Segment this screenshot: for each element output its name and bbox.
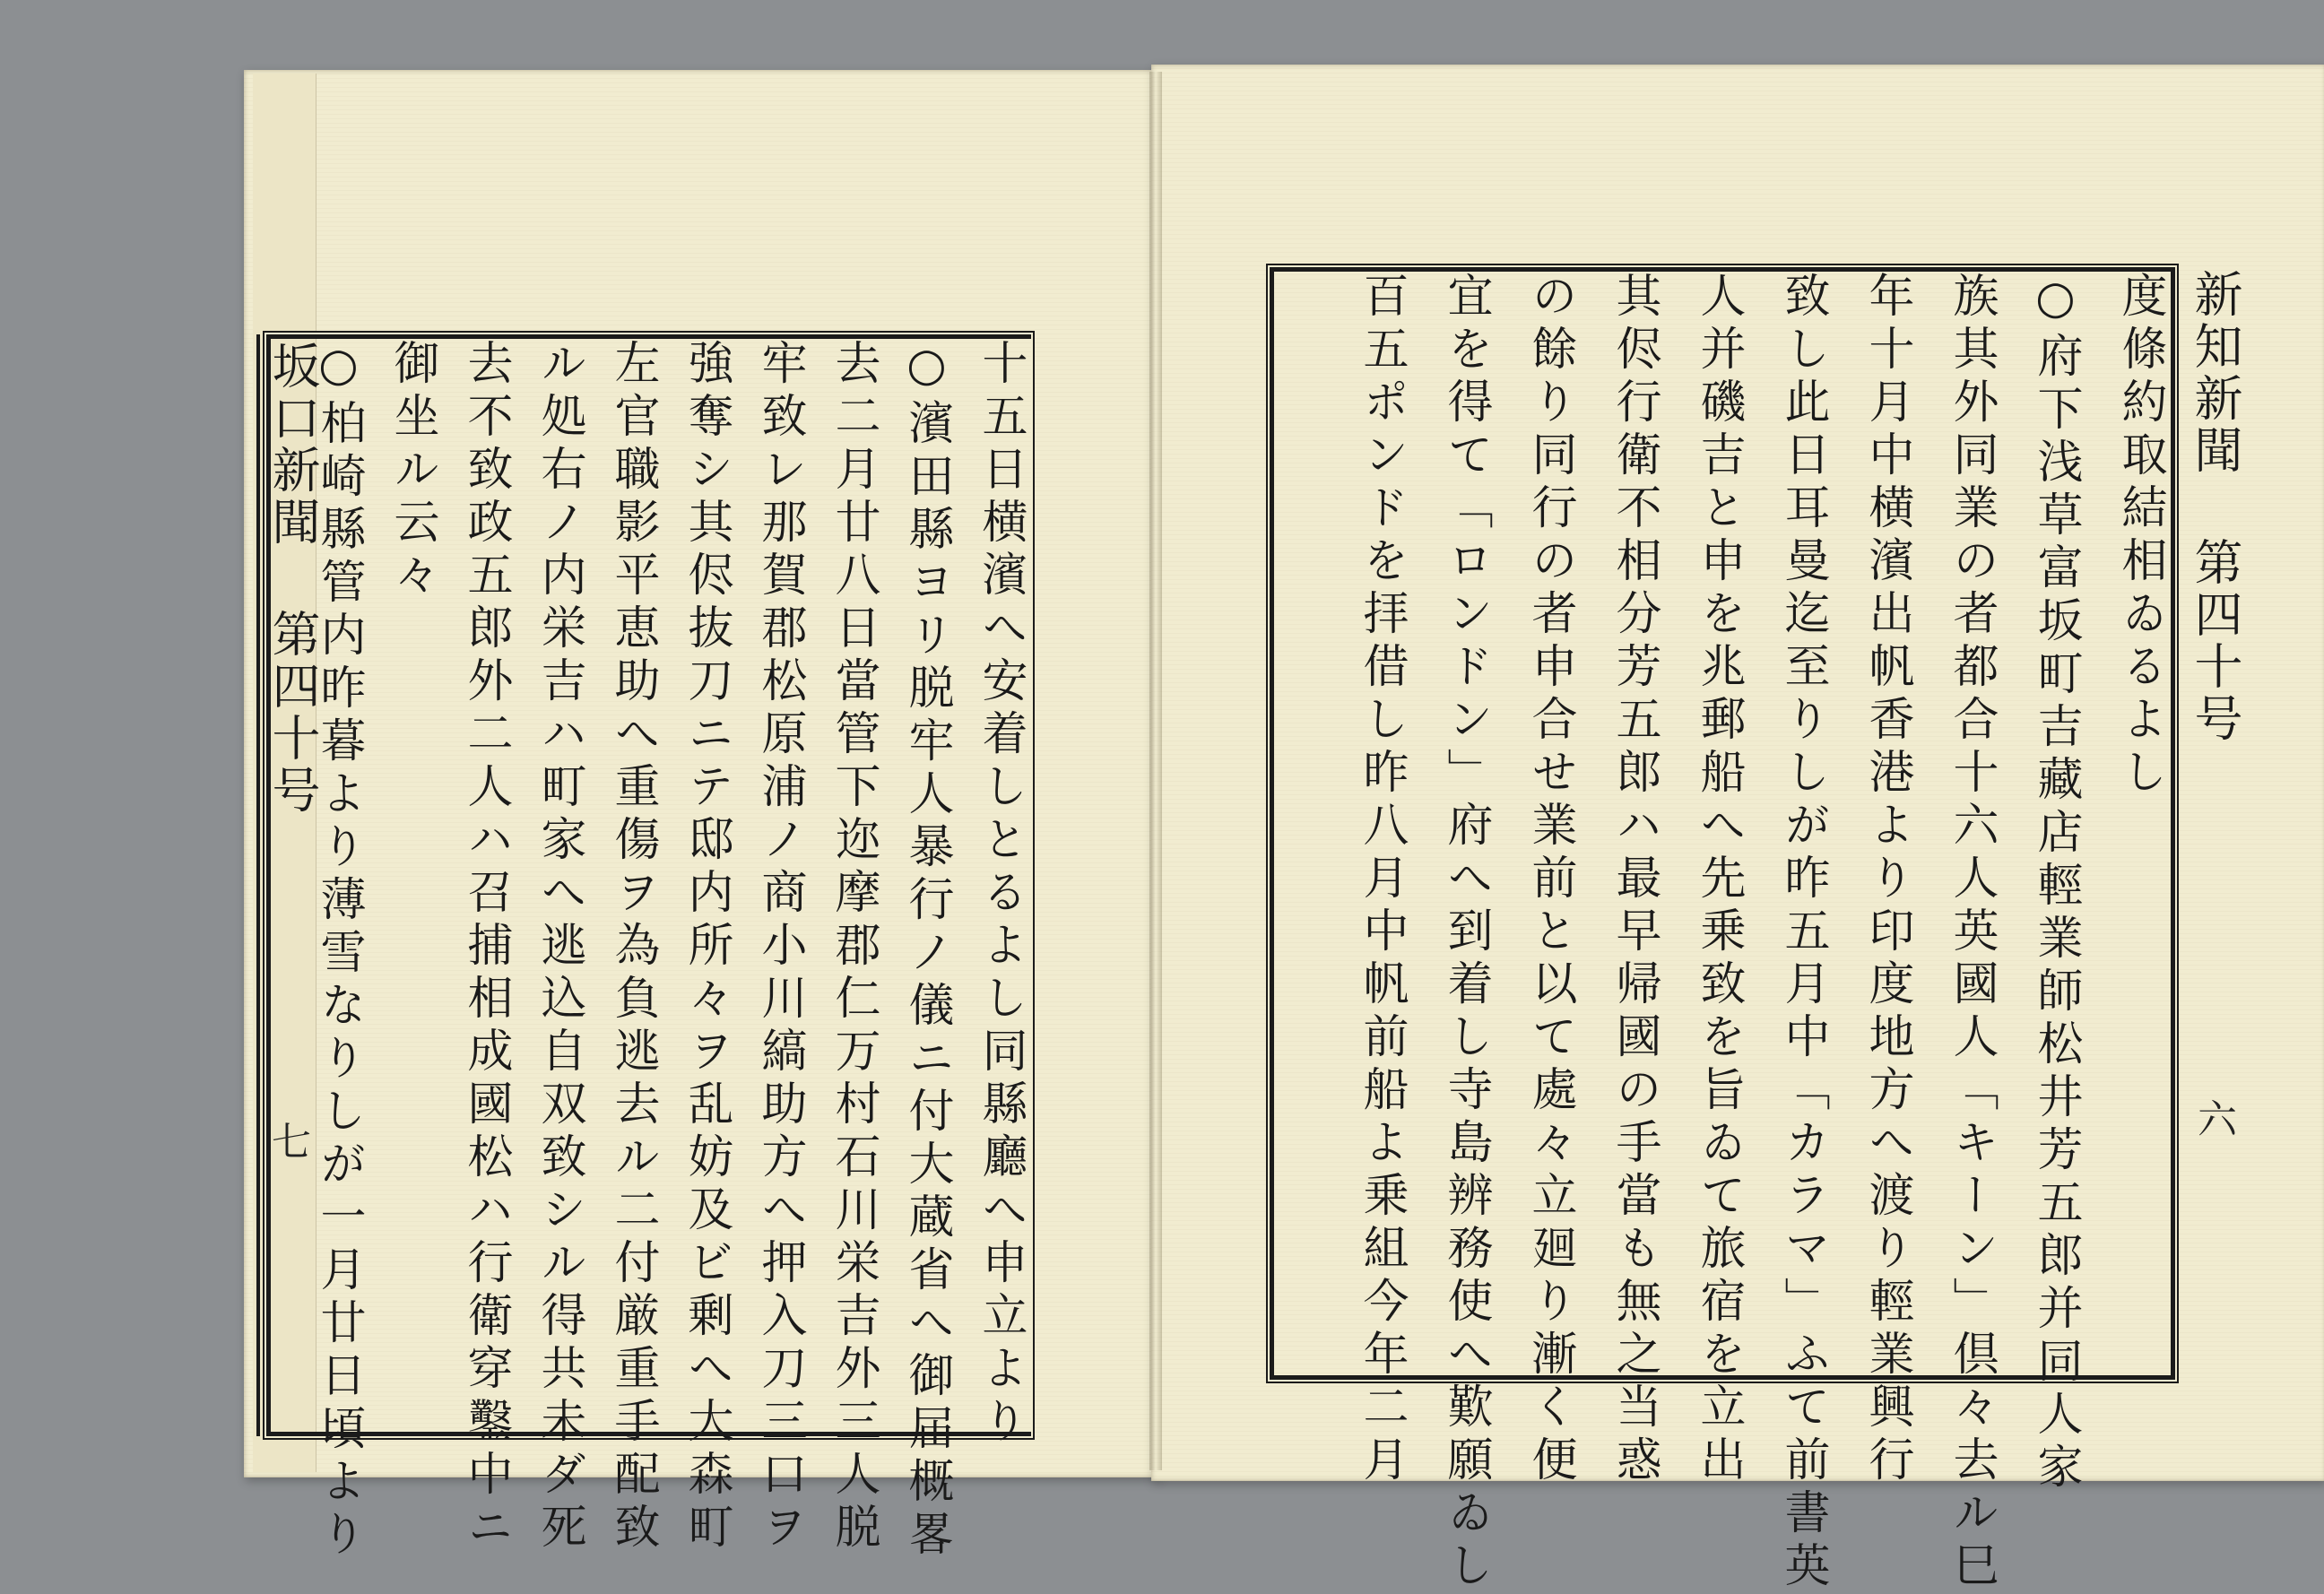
left-column-3: 去二月廿八日當管下迩摩郡仁万村石川栄吉外三人脱: [827, 339, 880, 1555]
right-column-2: ○府下浅草富坂町吉藏店輕業師松井芳五郎并同人家: [2029, 272, 2082, 1495]
right-column-8: の餘り同行の者申合せ業前と以て處々立廻り漸く便: [1523, 272, 1576, 1488]
right-column-5: 致し此日耳曼迄至りしが昨五月中「カラマ」ふて前書英: [1776, 272, 1829, 1594]
left-column-4: 牢致レ那賀郡松原浦ノ商小川縞助方へ押入刀三口ヲ: [753, 339, 806, 1555]
left-column-2: ○濱田縣ヨリ脱牢人暴行ノ儀ニ付大蔵省へ御届概畧: [900, 339, 953, 1563]
left-column-5: 強奪シ其侭抜刀ニテ邸内所々ヲ乱妨及ビ剰へ大森町: [680, 339, 733, 1555]
left-page-header: 坂口新聞 第四十号: [264, 341, 321, 817]
right-margin-rule: [2172, 267, 2175, 1380]
left-page-folio: 七: [264, 1121, 310, 1160]
left-column-7: ル処右ノ内栄吉ハ町家へ逃込自双致シル得共未ダ死: [533, 339, 585, 1555]
right-column-10: 百五ポンドを拝借し昨八月中帆前船よ乗組今年二月: [1355, 272, 1408, 1488]
left-column-1: 十五日横濱へ安着しとるよし同縣廳へ申立より: [974, 339, 1027, 1450]
left-column-10: ○柏崎縣管内昨暮より薄雪なりしが一月廿日頃より: [312, 339, 365, 1563]
right-text-frame: [1270, 267, 2175, 1594]
right-column-7: 其侭行衛不相分芳五郎ハ最早帰國の手當も無之当惑: [1608, 272, 1661, 1488]
right-page-header: 新知新聞 第四十号: [2187, 269, 2243, 745]
left-column-8: 去不致政五郎外二人ハ召捕相成國松ハ行衛穿鑿中ニ: [459, 339, 512, 1555]
right-column-9: 宜を得て「ロンドン」府へ到着し寺島辨務使へ歎願ゐし: [1439, 272, 1492, 1594]
right-page-folio: 六: [2190, 1098, 2236, 1138]
left-column-6: 左官職影平恵助へ重傷ヲ為負逃去ル二付厳重手配致: [606, 339, 659, 1555]
left-text-frame: [266, 334, 1031, 1563]
right-column-1: 度條約取結相ゐるよし: [2113, 272, 2166, 801]
right-column-3: 族其外同業の者都合十六人英國人「キーン」倶々去ル巳: [1945, 272, 1998, 1594]
right-column-6: 人并磯吉と申を兆郵船へ先乗致を旨ゐて旅宿を立出: [1692, 272, 1745, 1488]
book-spine: [1149, 72, 1162, 1470]
left-column-9: 御坐ル云々: [386, 339, 438, 603]
right-column-4: 年十月中横濱出帆香港より印度地方へ渡り輕業興行: [1860, 272, 1913, 1488]
